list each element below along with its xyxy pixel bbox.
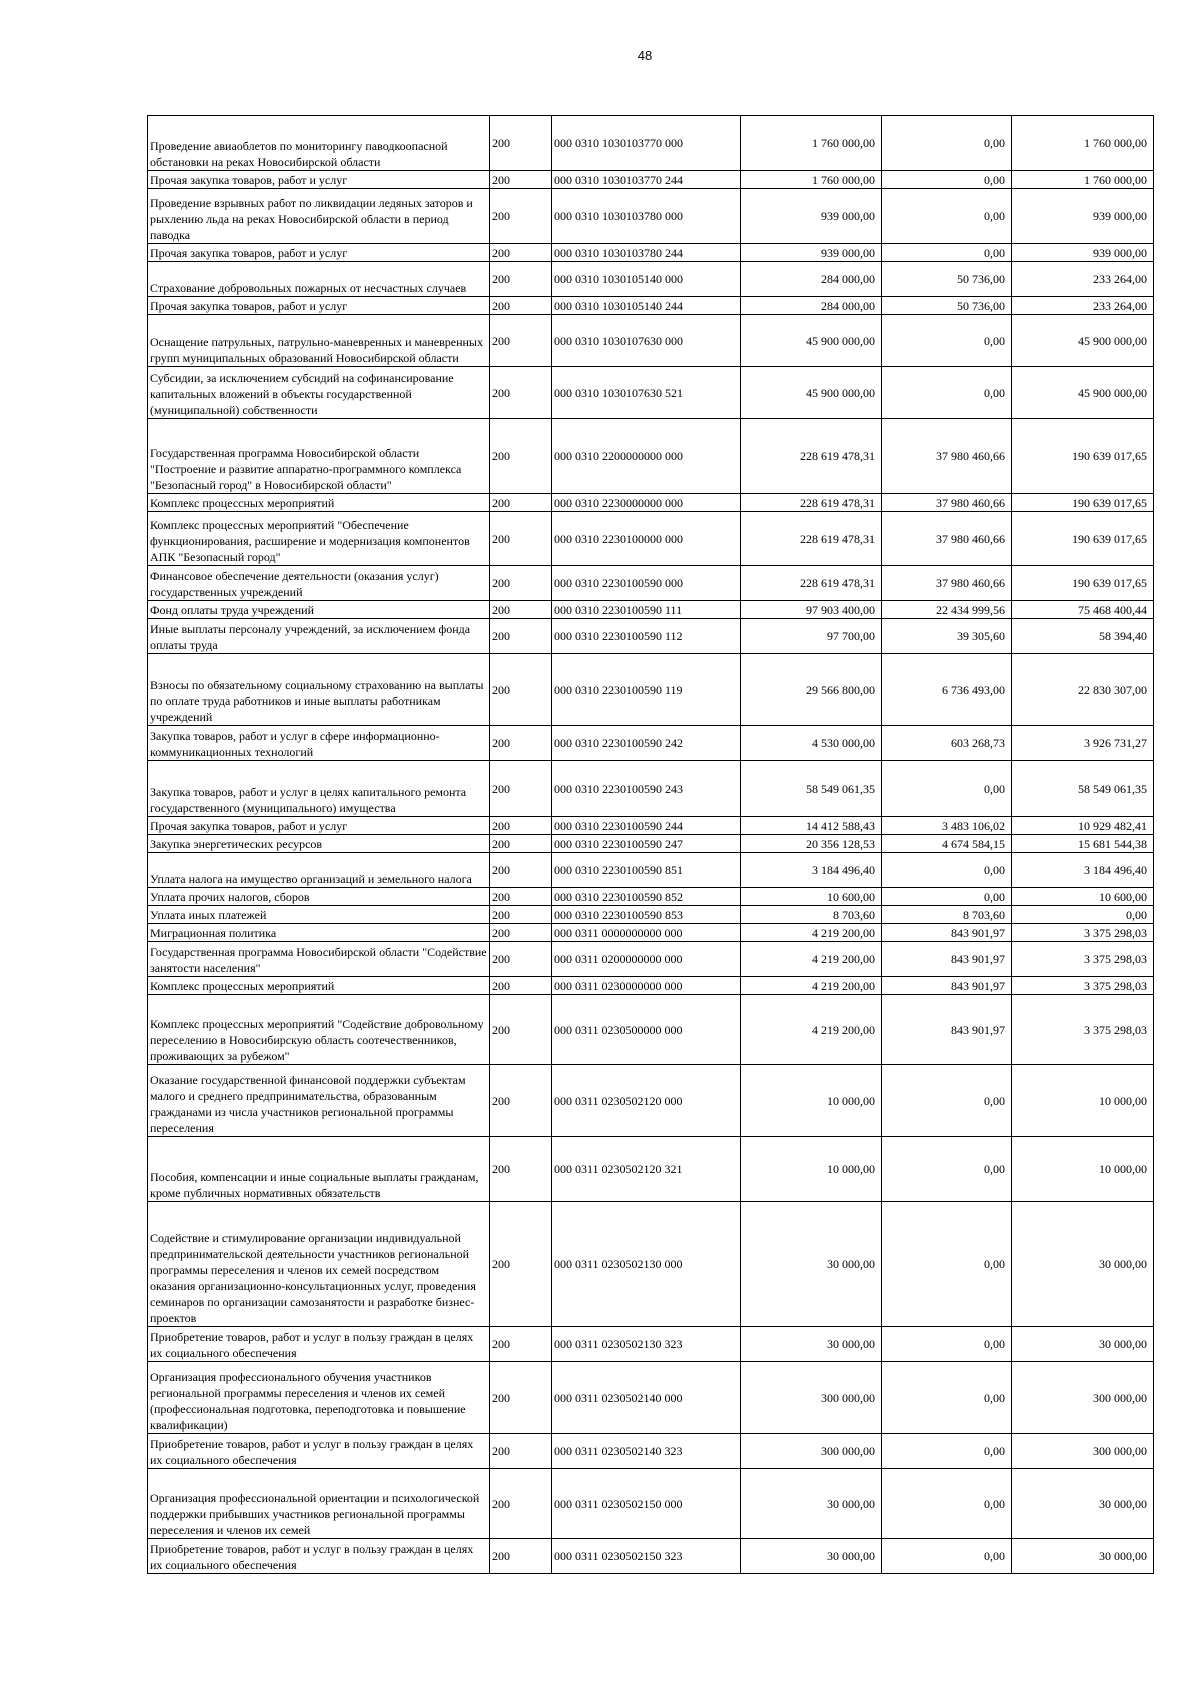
row-remaining-amount-cell: 190 639 017,65	[1012, 566, 1154, 601]
row-approved-amount-cell: 45 900 000,00	[741, 315, 882, 367]
row-approved-amount-cell: 228 619 478,31	[741, 512, 882, 566]
row-remaining-amount-cell: 3 375 298,03	[1012, 942, 1154, 977]
row-executed-amount-cell: 0,00	[882, 1362, 1012, 1434]
row-name-cell: Проведение авиаоблетов по мониторингу паводкоопасной обстановки на реках Новосибирской области	[148, 116, 490, 171]
row-name-cell: Комплекс процессных мероприятий	[148, 494, 490, 512]
row-executed-amount-cell: 843 901,97	[882, 924, 1012, 942]
row-executed-amount-cell: 0,00	[882, 1065, 1012, 1137]
row-approved-amount-cell: 228 619 478,31	[741, 494, 882, 512]
table-row	[148, 601, 1154, 619]
row-executed-amount-cell: 0,00	[882, 244, 1012, 262]
row-approved-amount-cell: 58 549 061,35	[741, 761, 882, 817]
row-budget-code-cell: 000 0311 0230502130 323	[552, 1327, 741, 1362]
row-admin-code-cell: 200	[490, 654, 552, 726]
budget-table-body	[148, 116, 1154, 1574]
table-row	[148, 262, 1154, 297]
row-admin-code-cell: 200	[490, 189, 552, 244]
row-budget-code-cell: 000 0310 1030103770 000	[552, 116, 741, 171]
row-budget-code-cell: 000 0310 1030105140 000	[552, 262, 741, 297]
row-admin-code-cell: 200	[490, 942, 552, 977]
row-budget-code-cell: 000 0310 1030103780 000	[552, 189, 741, 244]
row-admin-code-cell: 200	[490, 512, 552, 566]
row-name-cell: Страхование добровольных пожарных от несчастных случаев	[148, 262, 490, 297]
row-admin-code-cell: 200	[490, 853, 552, 888]
row-approved-amount-cell: 8 703,60	[741, 906, 882, 924]
row-remaining-amount-cell: 45 900 000,00	[1012, 315, 1154, 367]
row-name-cell: Субсидии, за исключением субсидий на софинансирование капитальных вложений в объекты государственной (муниципальной) собственности	[148, 367, 490, 419]
row-remaining-amount-cell: 1 760 000,00	[1012, 171, 1154, 189]
table-row	[148, 494, 1154, 512]
row-remaining-amount-cell: 1 760 000,00	[1012, 116, 1154, 171]
row-admin-code-cell: 200	[490, 1469, 552, 1539]
row-budget-code-cell: 000 0310 1030105140 244	[552, 297, 741, 315]
table-row	[148, 726, 1154, 761]
row-executed-amount-cell: 6 736 493,00	[882, 654, 1012, 726]
table-row	[148, 888, 1154, 906]
row-approved-amount-cell: 10 600,00	[741, 888, 882, 906]
row-remaining-amount-cell: 45 900 000,00	[1012, 367, 1154, 419]
table-row	[148, 1362, 1154, 1434]
row-remaining-amount-cell: 75 468 400,44	[1012, 601, 1154, 619]
row-admin-code-cell: 200	[490, 1327, 552, 1362]
row-admin-code-cell: 200	[490, 995, 552, 1065]
table-row	[148, 367, 1154, 419]
row-approved-amount-cell: 97 903 400,00	[741, 601, 882, 619]
row-admin-code-cell: 200	[490, 726, 552, 761]
row-name-cell: Пособия, компенсации и иные социальные выплаты гражданам, кроме публичных нормативных обязательств	[148, 1137, 490, 1202]
row-budget-code-cell: 000 0311 0230502130 000	[552, 1202, 741, 1327]
row-budget-code-cell: 000 0311 0230502140 000	[552, 1362, 741, 1434]
table-row	[148, 835, 1154, 853]
row-budget-code-cell: 000 0310 1030107630 521	[552, 367, 741, 419]
row-executed-amount-cell: 0,00	[882, 1327, 1012, 1362]
row-approved-amount-cell: 30 000,00	[741, 1327, 882, 1362]
row-admin-code-cell: 200	[490, 1065, 552, 1137]
row-remaining-amount-cell: 10 600,00	[1012, 888, 1154, 906]
row-admin-code-cell: 200	[490, 817, 552, 835]
row-name-cell: Комплекс процессных мероприятий "Содействие добровольному переселению в Новосибирскую область соотечественников, проживающих за рубежом"	[148, 995, 490, 1065]
row-executed-amount-cell: 0,00	[882, 1434, 1012, 1469]
table-row	[148, 512, 1154, 566]
row-name-cell: Прочая закупка товаров, работ и услуг	[148, 171, 490, 189]
row-admin-code-cell: 200	[490, 1137, 552, 1202]
row-name-cell: Иные выплаты персоналу учреждений, за исключением фонда оплаты труда	[148, 619, 490, 654]
table-row	[148, 924, 1154, 942]
table-row	[148, 995, 1154, 1065]
row-name-cell: Содействие и стимулирование организации индивидуальной предпринимательской деятельности участников региональной программы переселения и членов их семей посредством оказания организационно-консультационных услуг, проведения семинаров по организации самозанятости и разработке бизнес-проектов	[148, 1202, 490, 1327]
table-row	[148, 817, 1154, 835]
row-executed-amount-cell: 0,00	[882, 315, 1012, 367]
row-name-cell: Фонд оплаты труда учреждений	[148, 601, 490, 619]
row-name-cell: Приобретение товаров, работ и услуг в пользу граждан в целях их социального обеспечения	[148, 1327, 490, 1362]
table-row	[148, 189, 1154, 244]
row-name-cell: Миграционная политика	[148, 924, 490, 942]
row-name-cell: Государственная программа Новосибирской области "Построение и развитие аппаратно-программного комплекса "Безопасный город" в Новосибирской области"	[148, 419, 490, 494]
row-admin-code-cell: 200	[490, 761, 552, 817]
row-budget-code-cell: 000 0310 2230100590 000	[552, 566, 741, 601]
row-approved-amount-cell: 30 000,00	[741, 1469, 882, 1539]
row-remaining-amount-cell: 3 184 496,40	[1012, 853, 1154, 888]
row-admin-code-cell: 200	[490, 297, 552, 315]
table-row	[148, 942, 1154, 977]
table-row	[148, 116, 1154, 171]
row-remaining-amount-cell: 190 639 017,65	[1012, 512, 1154, 566]
row-executed-amount-cell: 0,00	[882, 1202, 1012, 1327]
row-budget-code-cell: 000 0310 2230100590 119	[552, 654, 741, 726]
row-name-cell: Комплекс процессных мероприятий "Обеспечение функционирования, расширение и модернизация компонентов АПК "Безопасный город"	[148, 512, 490, 566]
row-budget-code-cell: 000 0311 0230502140 323	[552, 1434, 741, 1469]
row-executed-amount-cell: 0,00	[882, 853, 1012, 888]
budget-table	[147, 115, 1154, 1574]
table-row	[148, 244, 1154, 262]
row-budget-code-cell: 000 0310 2230100590 851	[552, 853, 741, 888]
row-budget-code-cell: 000 0311 0230500000 000	[552, 995, 741, 1065]
row-budget-code-cell: 000 0310 2230100590 853	[552, 906, 741, 924]
row-approved-amount-cell: 939 000,00	[741, 244, 882, 262]
row-executed-amount-cell: 37 980 460,66	[882, 419, 1012, 494]
row-budget-code-cell: 000 0311 0230502120 000	[552, 1065, 741, 1137]
table-row	[148, 315, 1154, 367]
row-executed-amount-cell: 0,00	[882, 189, 1012, 244]
row-budget-code-cell: 000 0311 0200000000 000	[552, 942, 741, 977]
table-row	[148, 906, 1154, 924]
row-remaining-amount-cell: 58 549 061,35	[1012, 761, 1154, 817]
table-row	[148, 654, 1154, 726]
row-admin-code-cell: 200	[490, 835, 552, 853]
row-budget-code-cell: 000 0311 0230502150 000	[552, 1469, 741, 1539]
table-row	[148, 977, 1154, 995]
row-remaining-amount-cell: 3 375 298,03	[1012, 995, 1154, 1065]
row-remaining-amount-cell: 10 000,00	[1012, 1065, 1154, 1137]
row-admin-code-cell: 200	[490, 924, 552, 942]
row-budget-code-cell: 000 0310 2230100590 247	[552, 835, 741, 853]
row-name-cell: Закупка энергетических ресурсов	[148, 835, 490, 853]
row-executed-amount-cell: 22 434 999,56	[882, 601, 1012, 619]
row-remaining-amount-cell: 233 264,00	[1012, 262, 1154, 297]
table-row	[148, 1202, 1154, 1327]
row-name-cell: Уплата прочих налогов, сборов	[148, 888, 490, 906]
row-remaining-amount-cell: 3 375 298,03	[1012, 977, 1154, 995]
row-approved-amount-cell: 284 000,00	[741, 297, 882, 315]
row-remaining-amount-cell: 939 000,00	[1012, 244, 1154, 262]
row-budget-code-cell: 000 0311 0230502120 321	[552, 1137, 741, 1202]
table-row	[148, 1434, 1154, 1469]
row-remaining-amount-cell: 300 000,00	[1012, 1434, 1154, 1469]
row-executed-amount-cell: 843 901,97	[882, 977, 1012, 995]
row-remaining-amount-cell: 30 000,00	[1012, 1202, 1154, 1327]
row-remaining-amount-cell: 3 375 298,03	[1012, 924, 1154, 942]
row-approved-amount-cell: 228 619 478,31	[741, 566, 882, 601]
row-remaining-amount-cell: 15 681 544,38	[1012, 835, 1154, 853]
row-admin-code-cell: 200	[490, 367, 552, 419]
table-row	[148, 419, 1154, 494]
row-remaining-amount-cell: 30 000,00	[1012, 1539, 1154, 1574]
row-approved-amount-cell: 30 000,00	[741, 1202, 882, 1327]
row-admin-code-cell: 200	[490, 888, 552, 906]
row-remaining-amount-cell: 939 000,00	[1012, 189, 1154, 244]
row-admin-code-cell: 200	[490, 171, 552, 189]
row-approved-amount-cell: 1 760 000,00	[741, 171, 882, 189]
row-name-cell: Оказание государственной финансовой поддержки субъектам малого и среднего предпринимательства, образованным гражданами из числа участников региональной программы переселения	[148, 1065, 490, 1137]
row-admin-code-cell: 200	[490, 244, 552, 262]
row-budget-code-cell: 000 0310 1030103780 244	[552, 244, 741, 262]
row-executed-amount-cell: 843 901,97	[882, 942, 1012, 977]
row-name-cell: Прочая закупка товаров, работ и услуг	[148, 244, 490, 262]
row-budget-code-cell: 000 0310 2200000000 000	[552, 419, 741, 494]
row-executed-amount-cell: 0,00	[882, 1539, 1012, 1574]
row-name-cell: Уплата налога на имущество организаций и земельного налога	[148, 853, 490, 888]
row-budget-code-cell: 000 0310 2230100000 000	[552, 512, 741, 566]
row-approved-amount-cell: 228 619 478,31	[741, 419, 882, 494]
row-admin-code-cell: 200	[490, 566, 552, 601]
row-approved-amount-cell: 284 000,00	[741, 262, 882, 297]
row-approved-amount-cell: 4 219 200,00	[741, 942, 882, 977]
row-executed-amount-cell: 4 674 584,15	[882, 835, 1012, 853]
table-row	[148, 853, 1154, 888]
row-name-cell: Комплекс процессных мероприятий	[148, 977, 490, 995]
row-executed-amount-cell: 0,00	[882, 116, 1012, 171]
page-number: 48	[637, 48, 653, 63]
row-admin-code-cell: 200	[490, 116, 552, 171]
row-executed-amount-cell: 0,00	[882, 888, 1012, 906]
row-name-cell: Закупка товаров, работ и услуг в целях капитального ремонта государственного (муниципального) имущества	[148, 761, 490, 817]
row-admin-code-cell: 200	[490, 977, 552, 995]
row-executed-amount-cell: 0,00	[882, 171, 1012, 189]
row-executed-amount-cell: 0,00	[882, 761, 1012, 817]
row-admin-code-cell: 200	[490, 1434, 552, 1469]
row-approved-amount-cell: 45 900 000,00	[741, 367, 882, 419]
table-row	[148, 619, 1154, 654]
table-row	[148, 297, 1154, 315]
row-admin-code-cell: 200	[490, 315, 552, 367]
row-remaining-amount-cell: 0,00	[1012, 906, 1154, 924]
row-admin-code-cell: 200	[490, 419, 552, 494]
row-name-cell: Финансовое обеспечение деятельности (оказания услуг) государственных учреждений	[148, 566, 490, 601]
row-approved-amount-cell: 3 184 496,40	[741, 853, 882, 888]
row-admin-code-cell: 200	[490, 494, 552, 512]
row-approved-amount-cell: 939 000,00	[741, 189, 882, 244]
table-row	[148, 1539, 1154, 1574]
row-approved-amount-cell: 30 000,00	[741, 1539, 882, 1574]
row-name-cell: Приобретение товаров, работ и услуг в пользу граждан в целях их социального обеспечения	[148, 1539, 490, 1574]
row-remaining-amount-cell: 190 639 017,65	[1012, 419, 1154, 494]
row-executed-amount-cell: 37 980 460,66	[882, 512, 1012, 566]
row-approved-amount-cell: 10 000,00	[741, 1137, 882, 1202]
row-approved-amount-cell: 300 000,00	[741, 1434, 882, 1469]
row-admin-code-cell: 200	[490, 1539, 552, 1574]
table-row	[148, 1137, 1154, 1202]
row-executed-amount-cell: 39 305,60	[882, 619, 1012, 654]
row-approved-amount-cell: 4 219 200,00	[741, 977, 882, 995]
row-executed-amount-cell: 3 483 106,02	[882, 817, 1012, 835]
row-name-cell: Закупка товаров, работ и услуг в сфере информационно-коммуникационных технологий	[148, 726, 490, 761]
row-budget-code-cell: 000 0310 1030107630 000	[552, 315, 741, 367]
table-row	[148, 1065, 1154, 1137]
row-executed-amount-cell: 843 901,97	[882, 995, 1012, 1065]
row-approved-amount-cell: 1 760 000,00	[741, 116, 882, 171]
row-admin-code-cell: 200	[490, 906, 552, 924]
row-executed-amount-cell: 50 736,00	[882, 262, 1012, 297]
row-admin-code-cell: 200	[490, 1362, 552, 1434]
row-name-cell: Приобретение товаров, работ и услуг в пользу граждан в целях их социального обеспечения	[148, 1434, 490, 1469]
row-budget-code-cell: 000 0310 2230100590 244	[552, 817, 741, 835]
row-remaining-amount-cell: 58 394,40	[1012, 619, 1154, 654]
row-budget-code-cell: 000 0311 0230502150 323	[552, 1539, 741, 1574]
row-remaining-amount-cell: 3 926 731,27	[1012, 726, 1154, 761]
row-admin-code-cell: 200	[490, 601, 552, 619]
row-admin-code-cell: 200	[490, 262, 552, 297]
row-budget-code-cell: 000 0311 0230000000 000	[552, 977, 741, 995]
table-row	[148, 566, 1154, 601]
row-budget-code-cell: 000 0310 2230100590 243	[552, 761, 741, 817]
row-name-cell: Прочая закупка товаров, работ и услуг	[148, 817, 490, 835]
row-approved-amount-cell: 20 356 128,53	[741, 835, 882, 853]
row-remaining-amount-cell: 22 830 307,00	[1012, 654, 1154, 726]
row-name-cell: Оснащение патрульных, патрульно-маневренных и маневренных групп муниципальных образований Новосибирской области	[148, 315, 490, 367]
row-remaining-amount-cell: 30 000,00	[1012, 1469, 1154, 1539]
row-approved-amount-cell: 4 219 200,00	[741, 995, 882, 1065]
row-name-cell: Проведение взрывных работ по ликвидации ледяных заторов и рыхлению льда на реках Новосибирской области в период паводка	[148, 189, 490, 244]
row-name-cell: Организация профессионального обучения участников региональной программы переселения и членов их семей (профессиональная подготовка, переподготовка и повышение квалификации)	[148, 1362, 490, 1434]
row-remaining-amount-cell: 10 929 482,41	[1012, 817, 1154, 835]
row-budget-code-cell: 000 0310 1030103770 244	[552, 171, 741, 189]
row-budget-code-cell: 000 0310 2230100590 852	[552, 888, 741, 906]
table-row	[148, 1469, 1154, 1539]
row-budget-code-cell: 000 0310 2230100590 111	[552, 601, 741, 619]
row-remaining-amount-cell: 30 000,00	[1012, 1327, 1154, 1362]
row-executed-amount-cell: 603 268,73	[882, 726, 1012, 761]
row-approved-amount-cell: 29 566 800,00	[741, 654, 882, 726]
table-row	[148, 1327, 1154, 1362]
row-approved-amount-cell: 4 530 000,00	[741, 726, 882, 761]
row-remaining-amount-cell: 190 639 017,65	[1012, 494, 1154, 512]
row-name-cell: Взносы по обязательному социальному страхованию на выплаты по оплате труда работников и иные выплаты работникам учреждений	[148, 654, 490, 726]
row-name-cell: Государственная программа Новосибирской области "Содействие занятости населения"	[148, 942, 490, 977]
row-admin-code-cell: 200	[490, 1202, 552, 1327]
row-budget-code-cell: 000 0310 2230000000 000	[552, 494, 741, 512]
table-row	[148, 761, 1154, 817]
row-remaining-amount-cell: 10 000,00	[1012, 1137, 1154, 1202]
row-remaining-amount-cell: 233 264,00	[1012, 297, 1154, 315]
row-approved-amount-cell: 97 700,00	[741, 619, 882, 654]
row-executed-amount-cell: 8 703,60	[882, 906, 1012, 924]
row-executed-amount-cell: 37 980 460,66	[882, 566, 1012, 601]
table-row	[148, 171, 1154, 189]
row-approved-amount-cell: 4 219 200,00	[741, 924, 882, 942]
row-approved-amount-cell: 300 000,00	[741, 1362, 882, 1434]
row-executed-amount-cell: 37 980 460,66	[882, 494, 1012, 512]
row-approved-amount-cell: 14 412 588,43	[741, 817, 882, 835]
row-name-cell: Уплата иных платежей	[148, 906, 490, 924]
row-executed-amount-cell: 0,00	[882, 1469, 1012, 1539]
row-budget-code-cell: 000 0310 2230100590 112	[552, 619, 741, 654]
row-executed-amount-cell: 0,00	[882, 1137, 1012, 1202]
row-name-cell: Организация профессиональной ориентации и психологической поддержки прибывших участников региональной программы переселения и членов их семей	[148, 1469, 490, 1539]
row-remaining-amount-cell: 300 000,00	[1012, 1362, 1154, 1434]
row-budget-code-cell: 000 0311 0000000000 000	[552, 924, 741, 942]
row-name-cell: Прочая закупка товаров, работ и услуг	[148, 297, 490, 315]
row-executed-amount-cell: 0,00	[882, 367, 1012, 419]
row-approved-amount-cell: 10 000,00	[741, 1065, 882, 1137]
row-executed-amount-cell: 50 736,00	[882, 297, 1012, 315]
row-admin-code-cell: 200	[490, 619, 552, 654]
row-budget-code-cell: 000 0310 2230100590 242	[552, 726, 741, 761]
